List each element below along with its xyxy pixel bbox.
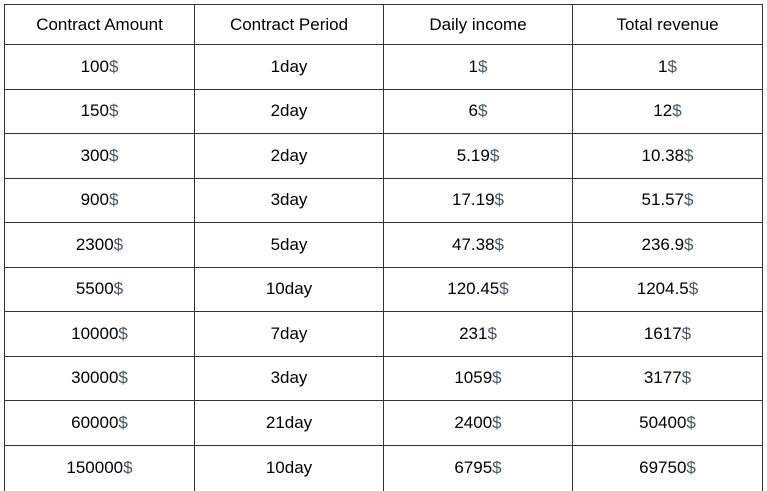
table-row [5, 45, 763, 90]
cell-contract-amount [5, 45, 195, 90]
cell-contract-amount-value: 300 [80, 145, 109, 165]
cell-contract-period [195, 401, 384, 446]
cell-contract-period-value: 10day [265, 279, 313, 299]
table-header-row [5, 5, 763, 45]
currency-symbol: $ [684, 234, 694, 254]
currency-symbol: $ [478, 56, 488, 76]
cell-daily-income-value: 1059 [454, 368, 493, 388]
cell-daily-income-value: 231 [459, 323, 488, 343]
cell-daily-income [384, 267, 573, 312]
cell-contract-amount [5, 178, 195, 223]
cell-contract-period-value: 3day [270, 190, 308, 210]
cell-contract-amount-value: 60000 [71, 412, 119, 432]
cell-daily-income [384, 178, 573, 223]
currency-symbol: $ [684, 190, 694, 210]
cell-contract-period-value: 3day [270, 368, 308, 388]
currency-symbol: $ [118, 412, 128, 432]
cell-contract-amount-value: 5500 [75, 279, 114, 299]
cell-total-revenue [573, 445, 763, 491]
cell-contract-period-value: 1day [270, 56, 308, 76]
cell-total-revenue-value: 1204.5 [636, 279, 689, 299]
cell-contract-period [195, 223, 384, 268]
currency-symbol: $ [487, 323, 497, 343]
table-row [5, 356, 763, 401]
cell-daily-income-value: 1 [468, 56, 478, 76]
currency-symbol: $ [108, 145, 119, 165]
cell-daily-income [384, 89, 573, 134]
cell-contract-amount [5, 401, 195, 446]
table-body [5, 45, 763, 491]
contract-table-container [4, 4, 762, 491]
currency-symbol: $ [118, 368, 128, 388]
currency-symbol: $ [492, 368, 502, 388]
currency-symbol: $ [478, 101, 488, 121]
cell-daily-income-value: 6795 [454, 458, 493, 477]
table-row [5, 445, 763, 491]
cell-total-revenue-value: 10.38 [641, 145, 685, 165]
currency-symbol: $ [681, 323, 692, 343]
cell-contract-period [195, 267, 384, 312]
currency-symbol: $ [684, 145, 694, 165]
cell-total-revenue-value: 1617 [643, 323, 682, 343]
cell-contract-amount-value: 2300 [75, 234, 114, 254]
header-daily-income: Daily income [384, 5, 573, 45]
cell-contract-period [195, 89, 384, 134]
cell-total-revenue-value: 3177 [643, 368, 682, 388]
currency-symbol: $ [113, 279, 124, 299]
currency-symbol: $ [108, 190, 119, 210]
currency-symbol: $ [492, 458, 502, 477]
cell-total-revenue-value: 236.9 [641, 234, 685, 254]
cell-daily-income [384, 445, 573, 491]
cell-contract-amount [5, 89, 195, 134]
currency-symbol: $ [681, 368, 692, 388]
currency-symbol: $ [492, 412, 502, 432]
cell-contract-amount [5, 134, 195, 179]
cell-total-revenue [573, 312, 763, 357]
cell-daily-income-value: 17.19 [451, 190, 495, 210]
currency-symbol: $ [667, 56, 677, 76]
currency-symbol: $ [686, 458, 696, 477]
cell-total-revenue-value: 51.57 [641, 190, 685, 210]
currency-symbol: $ [672, 101, 682, 121]
cell-contract-period-value: 7day [270, 323, 308, 343]
currency-symbol: $ [123, 458, 133, 477]
cell-total-revenue [573, 356, 763, 401]
table-row [5, 401, 763, 446]
cell-contract-amount [5, 267, 195, 312]
cell-contract-amount [5, 356, 195, 401]
currency-symbol: $ [113, 234, 124, 254]
cell-contract-amount-value: 900 [80, 190, 109, 210]
cell-contract-period-value: 10day [265, 458, 313, 477]
cell-contract-amount [5, 223, 195, 268]
currency-symbol: $ [118, 323, 128, 343]
currency-symbol: $ [489, 145, 500, 165]
cell-contract-period-value: 2day [270, 101, 308, 121]
cell-total-revenue [573, 178, 763, 223]
cell-contract-period-value: 21day [265, 412, 313, 432]
cell-contract-amount-value: 100 [80, 56, 109, 76]
header-contract-amount: Contract Amount [5, 5, 195, 45]
cell-contract-period [195, 45, 384, 90]
table-row [5, 178, 763, 223]
cell-daily-income [384, 356, 573, 401]
cell-contract-period [195, 312, 384, 357]
cell-total-revenue [573, 223, 763, 268]
cell-daily-income-value: 5.19 [456, 145, 490, 165]
cell-contract-amount [5, 312, 195, 357]
currency-symbol: $ [494, 190, 504, 210]
cell-contract-period [195, 134, 384, 179]
currency-symbol: $ [686, 412, 696, 432]
cell-total-revenue [573, 134, 763, 179]
currency-symbol: $ [499, 279, 509, 299]
cell-total-revenue [573, 45, 763, 90]
cell-total-revenue-value: 50400 [639, 412, 687, 432]
currency-symbol: $ [494, 234, 504, 254]
cell-contract-amount-value: 150000 [66, 458, 124, 477]
cell-total-revenue-value: 69750 [639, 458, 687, 477]
cell-contract-period [195, 178, 384, 223]
table-row [5, 89, 763, 134]
cell-contract-amount-value: 150 [80, 101, 109, 121]
cell-daily-income [384, 134, 573, 179]
cell-daily-income [384, 401, 573, 446]
cell-total-revenue [573, 89, 763, 134]
cell-contract-amount [5, 445, 195, 491]
cell-daily-income [384, 45, 573, 90]
cell-daily-income-value: 47.38 [451, 234, 495, 254]
contract-table [4, 4, 763, 491]
cell-daily-income-value: 2400 [454, 412, 493, 432]
cell-total-revenue [573, 267, 763, 312]
cell-total-revenue-value: 1 [658, 56, 668, 76]
table-row [5, 223, 763, 268]
table-row [5, 312, 763, 357]
currency-symbol: $ [108, 56, 119, 76]
cell-contract-period-value: 5day [270, 234, 308, 254]
header-contract-period: Contract Period [195, 5, 384, 45]
header-total-revenue: Total revenue [573, 5, 763, 45]
currency-symbol: $ [688, 279, 699, 299]
cell-total-revenue-value: 12 [653, 101, 673, 121]
cell-daily-income-value: 6 [468, 101, 478, 121]
cell-contract-amount-value: 30000 [71, 368, 119, 388]
cell-daily-income [384, 312, 573, 357]
table-row [5, 267, 763, 312]
cell-contract-amount-value: 10000 [71, 323, 119, 343]
cell-daily-income [384, 223, 573, 268]
cell-contract-period-value: 2day [270, 145, 308, 165]
table-row [5, 134, 763, 179]
currency-symbol: $ [108, 101, 119, 121]
cell-daily-income-value: 120.45 [447, 279, 500, 299]
cell-contract-period [195, 356, 384, 401]
cell-contract-period [195, 445, 384, 491]
cell-total-revenue [573, 401, 763, 446]
